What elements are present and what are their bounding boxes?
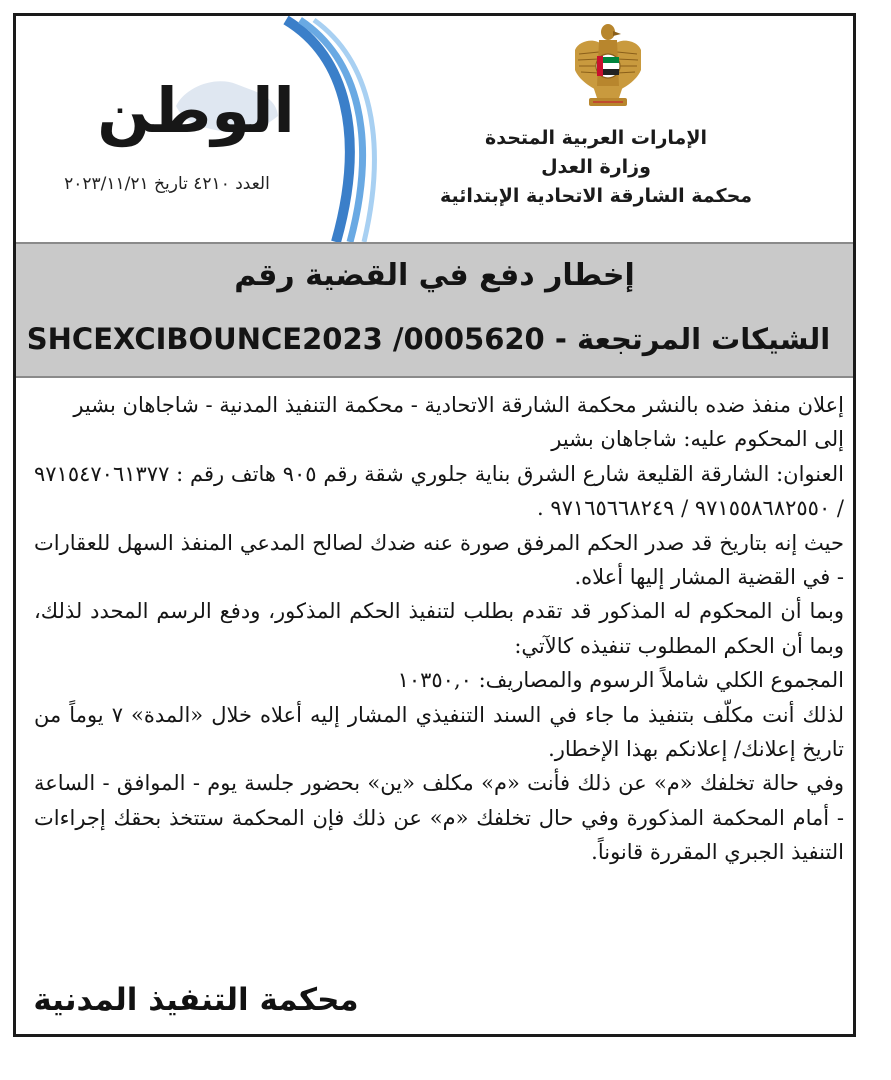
notice-frame [13,13,856,1037]
body-paragraph-judgment: حيث إنه بتاريخ قد صدر الحكم المرفق صورة عنه ضدك لصالح المدعي المنفذ السهل للعقارات - في القضية المشار إليها أعلاه. [34,530,844,590]
court-name: محكمة الشارقة الاتحادية الإبتدائية [439,185,753,207]
country-name: الإمارات العربية المتحدة [485,127,707,149]
notice-header [16,16,853,242]
uae-falcon-emblem-icon [569,22,647,110]
notice-title-band [16,242,853,378]
body-paragraph-address: العنوان: الشارقة القليعة شارع الشرق بناية جلوري شقة رقم ٩٠٥ هاتف رقم : ٩٧١٥٤٧٠٦١٣٧٧ / ٩٧١٥٥٨٦٨٢٥٥٠ / ٩٧١٦٥٦٦٨٢٤٩ . [34,461,844,521]
ministry-name: وزارة العدل [541,156,651,178]
notice-body [34,388,844,870]
body-paragraph-total-amount: المجموع الكلي شاملاً الرسوم والمصاريف: ١٠٣٥٠,٠ [397,668,844,693]
body-paragraph-deadline: لذلك أنت مكلّف بتنفيذ ما جاء في السند التنفيذي المشار إليه أعلاه خلال «المدة» ٧ يوماً من تاريخ إعلانك/ إعلانكم بهذا الإخطار. [34,702,844,762]
case-code: SHCEXCIBOUNCE2023 /0005620 [26,322,545,356]
signature-court: محكمة التنفيذ المدنية [33,982,359,1018]
case-number-line [16,322,841,356]
body-paragraph-announcement: إعلان منفذ ضده بالنشر محكمة الشارقة الاتحادية - محكمة التنفيذ المدنية - شاجاهان بشير [73,393,844,417]
issue-number-and-date: العدد ٤٢١٠ تاريخ ٢٠٢٣/١١/٢١ [64,174,270,194]
issuing-authority [431,124,761,211]
body-paragraph-addressee: إلى المحكوم عليه: شاجاهان بشير [551,427,844,452]
body-paragraph-default-consequence: وفي حالة تخلفك «م» عن ذلك فأنت «م» مكلف «ين» بحضور جلسة يوم - الموافق - الساعة - أمام المحكمة المذكورة وفي حال تخلفك «م» عن ذلك فإن المحكمة ستتخذ بحقك إجراءات التنفيذ الجبري المقررة قانوناً. [34,771,844,865]
case-type: الشيكات المرتجعة [577,322,831,356]
notice-title: إخطار دفع في القضية رقم [234,258,635,293]
case-separator: - [554,322,567,356]
newspaper-name: الوطن [97,74,295,147]
body-paragraph-request: وبما أن المحكوم له المذكور قد تقدم بطلب لتنفيذ الحكم المذكور، ودفع الرسم المحدد لذلك، وبما أن الحكم المطلوب تنفيذه كالآتي: [34,599,844,658]
